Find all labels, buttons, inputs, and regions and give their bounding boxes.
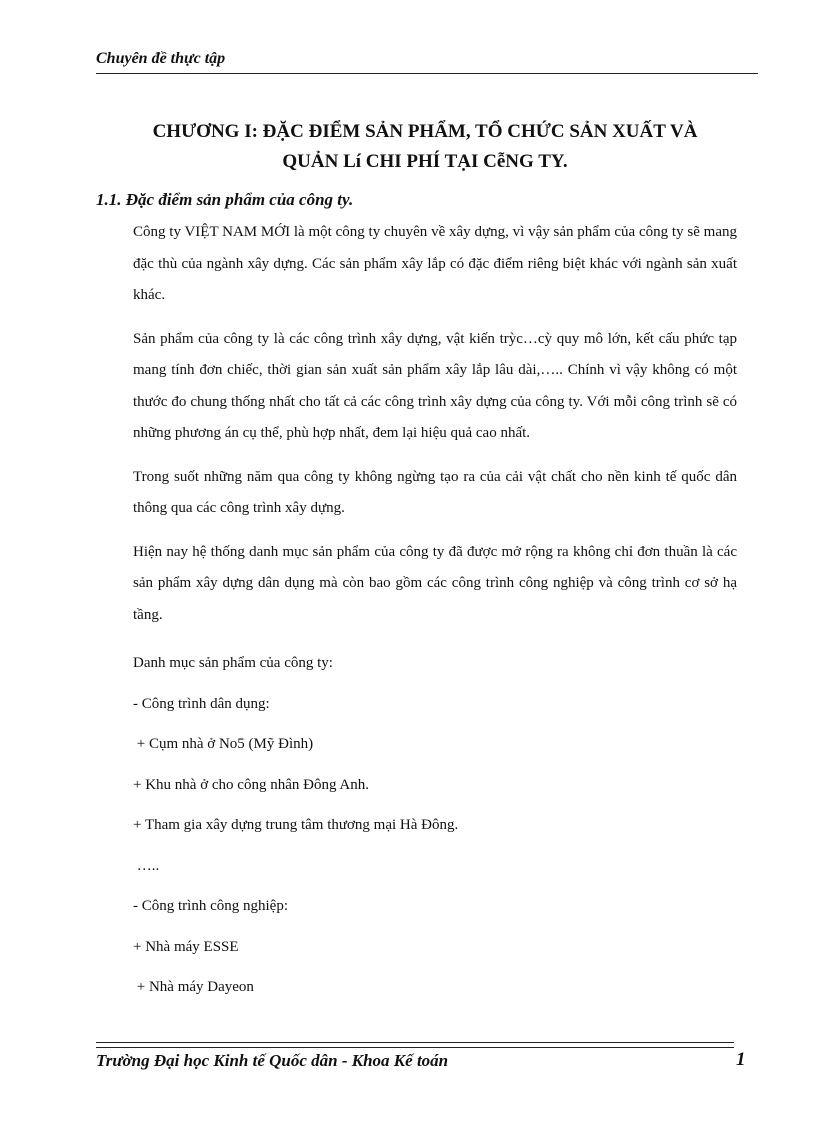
list-line: Danh mục sản phẩm của công ty: [133,655,333,671]
paragraph: Công ty VIỆT NAM MỚI là một công ty chuyên về xây dựng, vì vậy sản phẩm của công ty sẽ mang đặc thù của ngành xây dựng. Các sản phẩm xây lắp có đặc điểm riêng biệt khác với ngành sản xuất khác. [133,224,737,303]
page-number: 1 [736,1049,746,1070]
paragraph: Hiện nay hệ thống danh mục sản phẩm của công ty đã được mở rộng ra không chỉ đơn thuần là các sản phẩm xây dựng dân dụng mà còn bao gồm các công trình công nghiệp và công trình cơ sở hạ tầng. [133,543,737,623]
chapter-title-line-2: QUẢN Lí CHI PHÍ TẠI CễNG TY. [282,151,568,172]
chapter-title [100,117,750,177]
list-line: + Nhà máy ESSE [133,938,239,955]
body-text [133,217,737,1008]
header-rule [96,73,758,74]
footer-rule [96,1042,734,1048]
list-line: + Cụm nhà ở No5 (Mỹ Đình) [133,736,314,752]
footer-text: Trường Đại học Kinh tế Quốc dân - Khoa Kế toán [96,1051,449,1070]
list-line: + Khu nhà ở cho công nhân Đông Anh. [133,776,369,793]
list-line: ….. [133,857,160,874]
list-line: - Công trình dân dụng: [133,695,270,712]
paragraph: Trong suốt những năm qua công ty không ngừng tạo ra của cải vật chất cho nền kinh tế quốc dân thông qua các công trình xây dựng. [133,468,737,516]
paragraph: Sản phẩm của công ty là các công trình xây dựng, vật kiến trỳc…cỳ quy mô lớn, kết cấu phức tạp mang tính đơn chiếc, thời gian sản xuất sản phẩm xây lắp lâu dài,….. Chính vì vậy không có một thước đo chung thống nhất cho tất cả các công trình xây dựng của công ty. Với mỗi công trình sẽ có những phương án cụ thể, phù hợp nhất, đem lại hiệu quả cao nhất. [133,330,737,441]
section-title: 1.1. Đặc điểm sản phẩm của công ty. [96,190,354,209]
chapter-title-line-1: CHƯƠNG I: ĐẶC ĐIỂM SẢN PHẨM, TỔ CHỨC SẢN XUẤT VÀ [152,121,698,142]
list-line: - Công trình công nghiệp: [133,898,288,914]
list-line: + Tham gia xây dựng trung tâm thương mại Hà Đông. [133,817,459,833]
page-header-title: Chuyên đề thực tập [96,50,226,67]
list-line: + Nhà máy Dayeon [133,979,254,995]
product-list [133,643,737,1008]
